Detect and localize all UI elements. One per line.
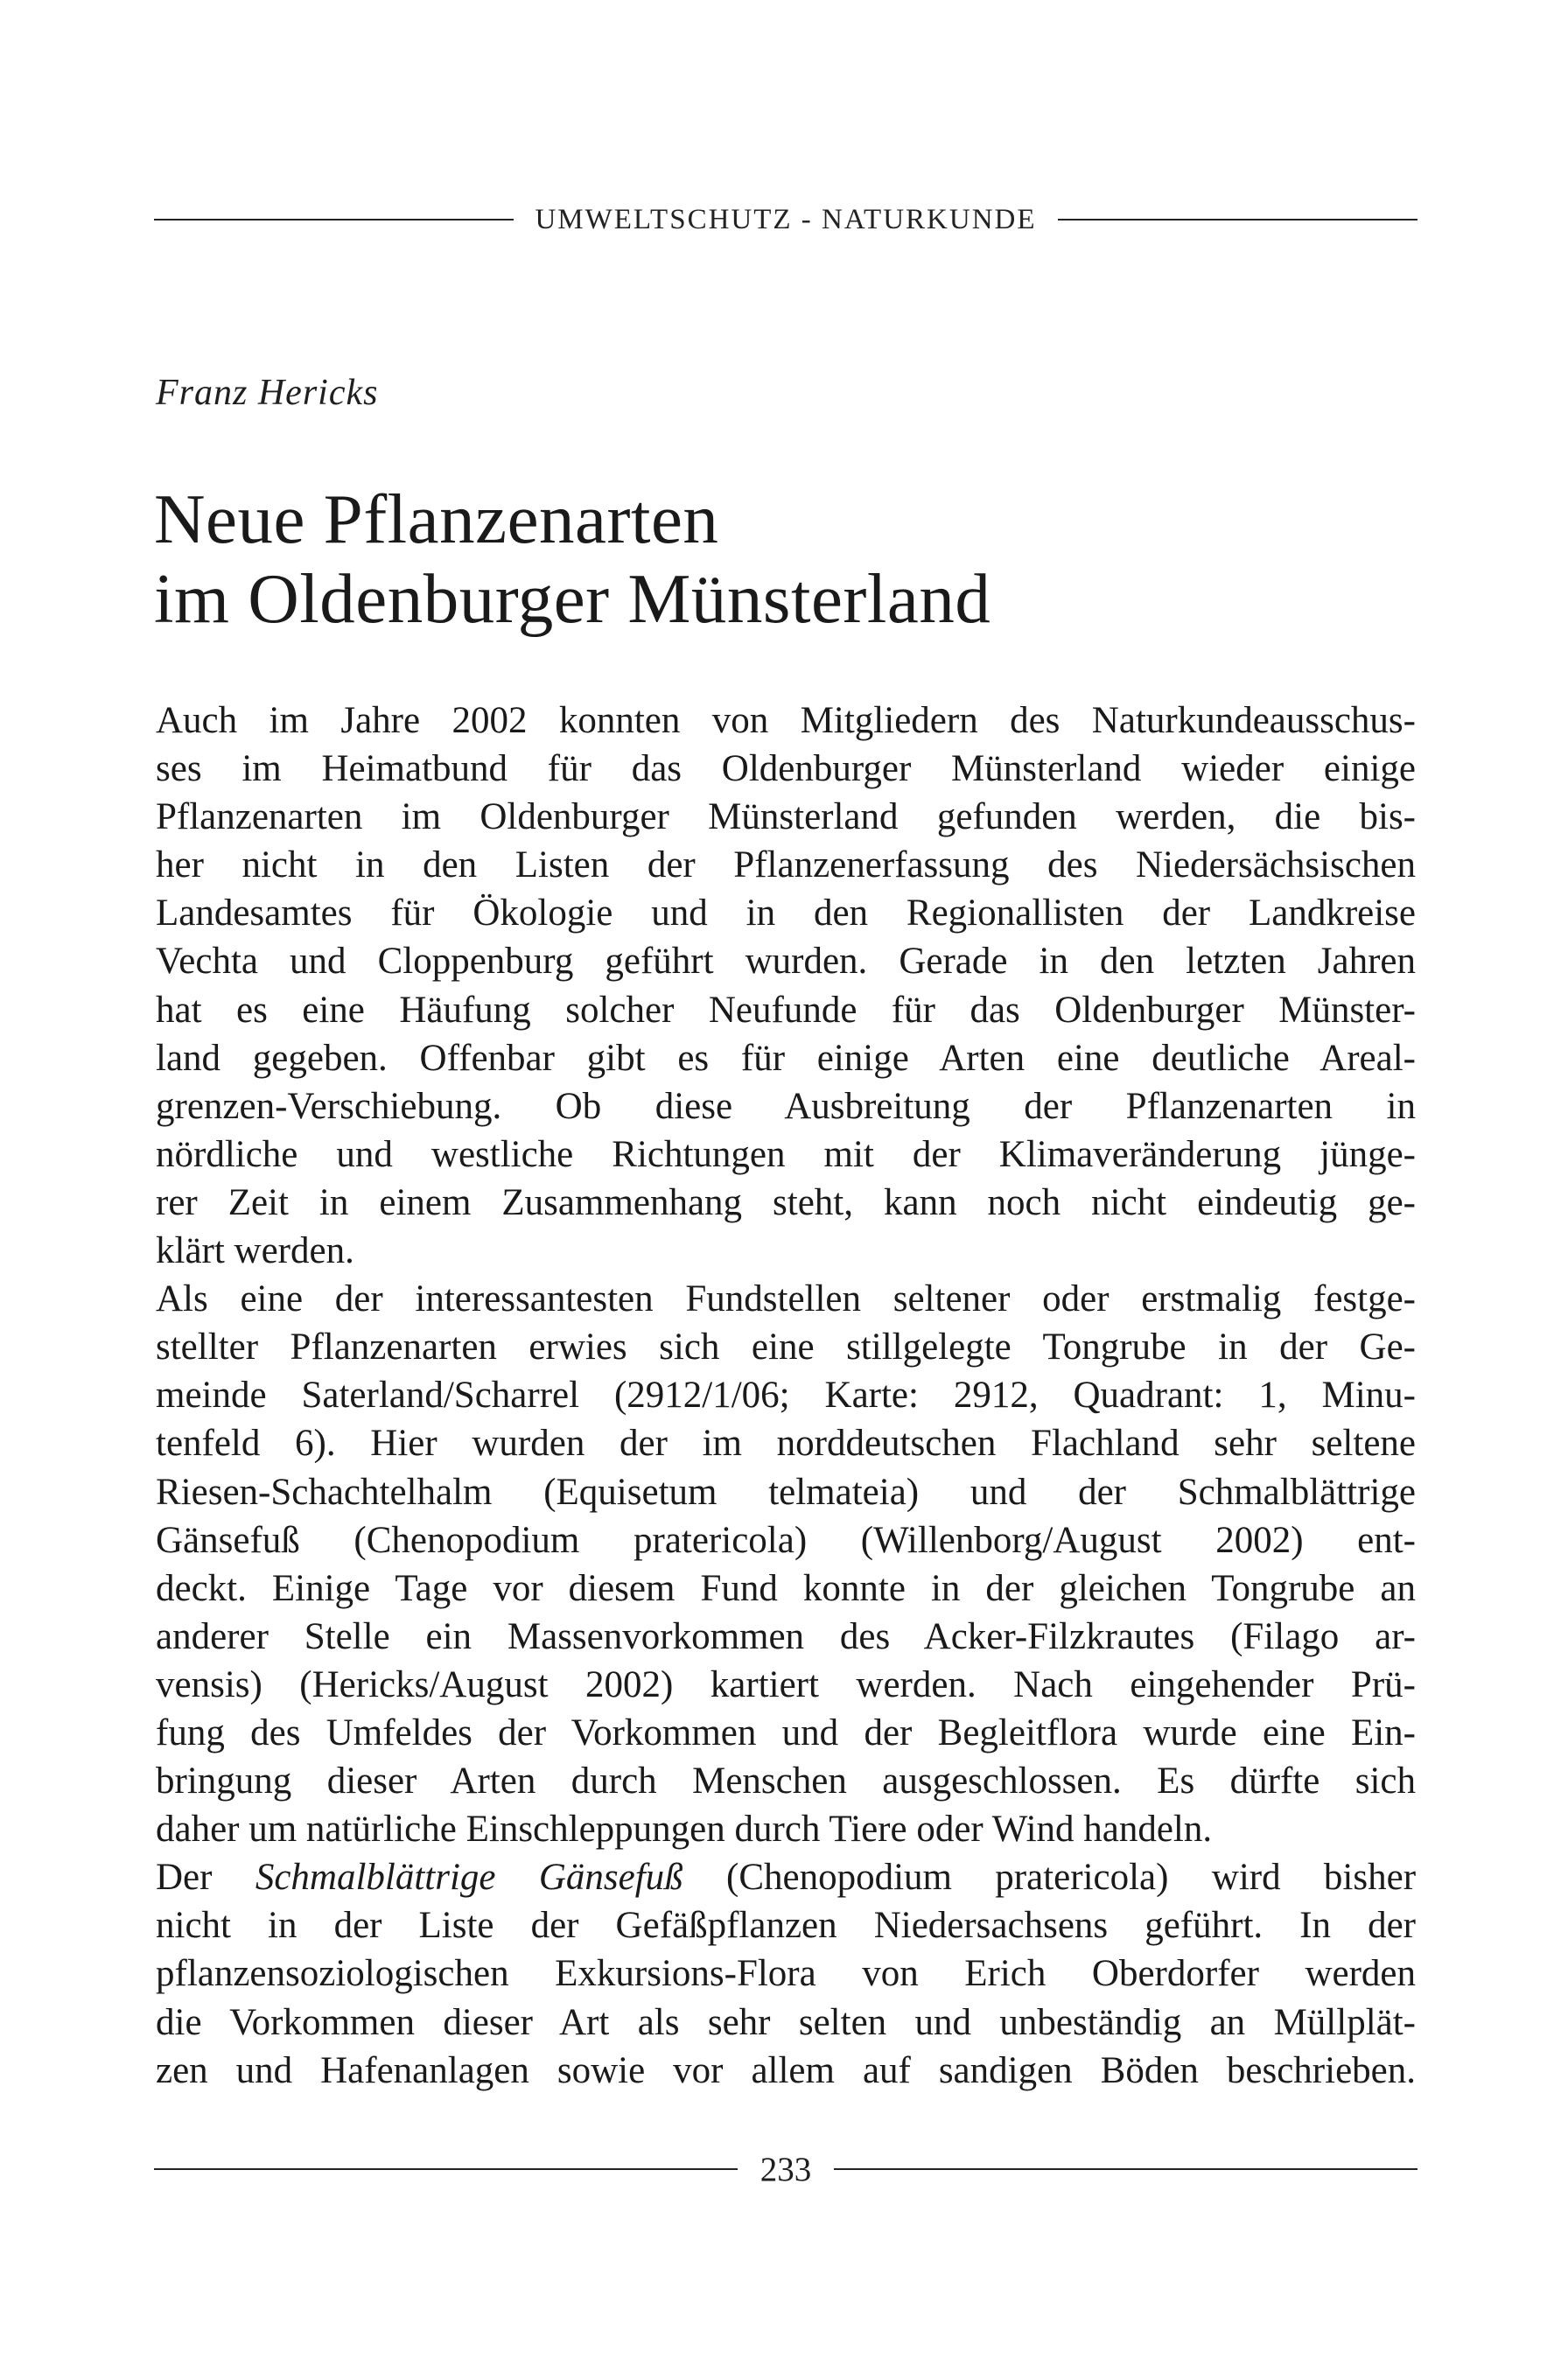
text-line: nicht in der Liste der Gefäßpflanzen Niedersachsens geführt. In der [156,1905,1416,1947]
page-number: 233 [760,2150,812,2188]
text-line: stellter Pflanzenarten erwies sich eine stillgelegte Tongrube in der Ge- [156,1326,1416,1368]
text-line: bringung dieser Arten durch Menschen ausgeschlossen. Es dürfte sich [156,1760,1416,1802]
text-line: Landesamtes für Ökologie und in den Regionallisten der Landkreise [156,892,1416,934]
text-line: Gänsefuß (Chenopodium pratericola) (Willenborg/August 2002) ent- [156,1519,1416,1561]
text-line [156,1853,1416,1901]
text-line: Vechta und Cloppenburg geführt wurden. Gerade in den letzten Jahren [156,941,1416,983]
text-run: Der [156,1857,213,1899]
text-run: (Chenopodium pratericola) wird bisher [726,1857,1417,1899]
text-line: daher um natürliche Einschleppungen durch Tiere oder Wind handeln. [156,1809,1213,1851]
article-title [154,480,1414,639]
text-line: Auch im Jahre 2002 konnten von Mitgliedern des Naturkundeausschus- [156,700,1416,741]
text-line: tenfeld 6). Hier wurden der im norddeutschen Flachland sehr seltene [156,1423,1416,1465]
text-line: meinde Saterland/Scharrel (2912/1/06; Karte: 2912, Quadrant: 1, Minu- [156,1375,1416,1417]
text-line: land gegeben. Offenbar gibt es für einige Arten eine deutliche Areal- [156,1037,1416,1079]
species-name-italic: Schmalblättrige Gänsefuß [255,1857,683,1899]
title-line: Neue Pflanzenarten [154,480,719,558]
text-line: vensis) (Hericks/August 2002) kartiert werden. Nach eingehender Prü- [156,1663,1416,1705]
text-line: die Vorkommen dieser Art als sehr selten und unbeständig an Müllplät- [156,2001,1416,2043]
text-line: Riesen-Schachtelhalm (Equisetum telmateia) und der Schmalblättrige [156,1471,1416,1513]
text-line: pflanzensoziologischen Exkursions-Flora von Erich Oberdorfer werden [156,1953,1416,1995]
text-line: hat es eine Häufung solcher Neufunde für das Oldenburger Münster- [156,989,1416,1031]
article-body [156,696,1416,2095]
section-title: UMWELTSCHUTZ - NATURKUNDE [535,203,1037,235]
text-line: anderer Stelle ein Massenvorkommen des Acker-Filzkrautes (Filago ar- [156,1615,1416,1657]
text-line: rer Zeit in einem Zusammenhang steht, kann noch nicht eindeutig ge- [156,1181,1416,1223]
text-line: nördliche und westliche Richtungen mit der Klimaveränderung jünge- [156,1133,1416,1175]
footer-rule-right [834,2168,1418,2170]
header-rule-right [1058,219,1418,220]
text-line: grenzen-Verschiebung. Ob diese Ausbreitung der Pflanzenarten in [156,1085,1416,1127]
header-rule-left [154,219,514,220]
text-line: deckt. Einige Tage vor diesem Fund konnte in der gleichen Tongrube an [156,1567,1416,1609]
page-footer [154,2147,1418,2191]
text-line: ses im Heimatbund für das Oldenburger Münsterland wieder einige [156,748,1416,790]
text-line: klärt werden. [156,1230,354,1272]
title-line: im Oldenburger Münsterland [154,559,991,638]
text-line: her nicht in den Listen der Pflanzenerfassung des Niedersächsischen [156,844,1416,886]
text-line: Pflanzenarten im Oldenburger Münsterland gefunden werden, die bis- [156,796,1416,838]
running-header [154,198,1418,242]
footer-rule-left [154,2168,738,2170]
text-line: Als eine der interessantesten Fundstellen seltener oder erstmalig festge- [156,1278,1416,1320]
text-line: fung des Umfeldes der Vorkommen und der Begleitflora wurde eine Ein- [156,1712,1416,1754]
text-line: zen und Hafenanlagen sowie vor allem auf sandigen Böden beschrieben. [156,2049,1416,2091]
author-name: Franz Hericks [156,373,379,413]
